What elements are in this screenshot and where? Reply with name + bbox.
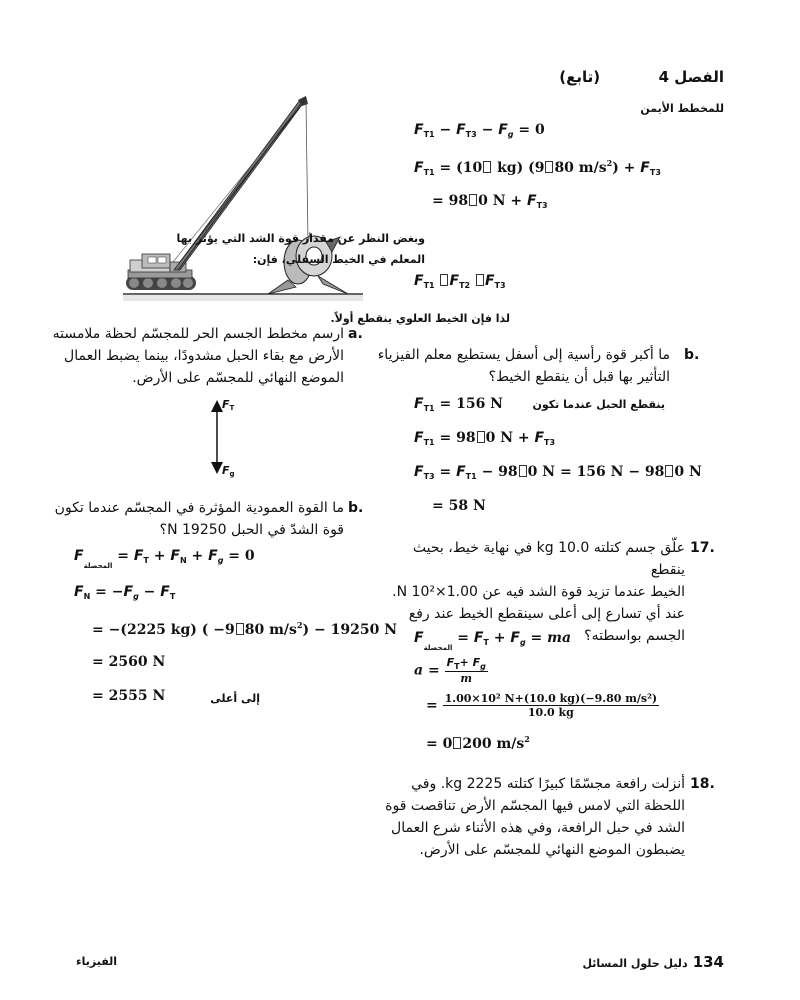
problem-18-number: 18. xyxy=(690,776,715,792)
left-a-line: ارسم مخطط الجسم الحر للمجسّم لحظة ملامسته xyxy=(52,326,344,342)
left-b-line: قوة الشدّ في الحبل 19250 N؟ xyxy=(159,522,344,538)
problem-17-eq-3-numerator: 1.00×10² N+(10.0 kg)(−9.80 m/s²) xyxy=(444,692,658,705)
problem-18-line: أنزلت رافعة مجسّمًا كبيرًا كتلته 2225 kg. وفي xyxy=(411,776,685,792)
right-inequality: $F_{T1}$ $F_{T2}$ $F_{T3}$ xyxy=(414,273,506,290)
left-a-line: الأرض مع بقاء الحبل مشدودًا، بينما يضبط العمال xyxy=(64,348,344,364)
left-a-question xyxy=(44,323,344,389)
right-b-eq-3: $F_{T3} = F_{T1} - 98$ 0 N = 156 N − 98 0 N xyxy=(414,464,702,481)
crane-illustration xyxy=(118,92,368,307)
problem-17-eq-2: a = $\frac{F_T+ F_g}{m}$ xyxy=(414,656,486,685)
right-eq-1: $F_{T1} - F_{T3} - F_g = 0$ xyxy=(414,122,545,139)
footer-right xyxy=(582,952,724,971)
problem-18-line: اللحظة التي لامس فيها المجسّم الأرض تناقصت قوة xyxy=(385,798,685,814)
right-eq-3: = 98 0 $N + F_{T3}$ xyxy=(432,193,548,210)
right-eq-2: $F_{T1} = (10$ kg) (9 80 $m/s^2) + F_{T3}$ xyxy=(414,158,661,177)
footer-guide-title: دليل حلول المسائل xyxy=(582,957,688,970)
right-b-eq-4: = 58 N xyxy=(432,498,486,514)
left-eq-4: = 2560 N xyxy=(92,654,166,670)
right-b-eq-2: $F_{T1} = 98$ 0 $N + F_{T3}$ xyxy=(414,430,556,447)
left-eq-1: $F_{المحصلة} = F_T + F_N + F_g = 0$ xyxy=(74,548,255,570)
right-b-question xyxy=(370,344,670,388)
continued-label: (تابع) xyxy=(559,68,601,86)
problem-17-line: الخيط عندما تزيد قوة الشد فيه عن 1.00×10² N. xyxy=(392,584,685,600)
right-b-letter: b. xyxy=(684,347,700,363)
left-a-letter: a. xyxy=(348,326,363,342)
right-note-line-1: وبغض النظر عن مقدار قوة الشد التي يؤثر بها xyxy=(176,232,425,245)
problem-17-line: علّق جسم كتلته 10.0 kg في نهاية خيط، بحيث ينقطع xyxy=(412,540,685,578)
right-b-question-line-1: ما أكبر قوة رأسية إلى أسفل يستطيع معلم الفيزياء xyxy=(377,347,670,363)
chapter-label: الفصل 4 xyxy=(658,68,724,86)
right-b-question-line-2: التأثير بها قبل أن ينقطع الخيط؟ xyxy=(488,369,670,385)
left-b-letter: b. xyxy=(348,500,364,516)
left-upward-label: إلى أعلى xyxy=(210,692,260,705)
left-a-line: الموضع النهائي للمجسّم على الأرض. xyxy=(132,370,344,386)
problem-18-line: يضبطون الموضع النهائي للمجسّم على الأرض. xyxy=(419,842,685,858)
problem-17-eq-4: = 0 200 $m/s^2$ xyxy=(426,734,530,752)
problem-18-text xyxy=(385,773,685,861)
problem-17-line: عند أي تسارع إلى أعلى سينقطع الخيط عند رفع xyxy=(408,606,685,622)
right-diagram-label: للمخطط الأيمن xyxy=(640,102,724,115)
left-eq-5: = 2555 N xyxy=(92,688,166,704)
left-b-line: ما القوة العمودية المؤثرة في المجسّم عندما تكون xyxy=(54,500,344,516)
right-b-eq-1: $F_{T1} = 156$ N xyxy=(414,396,503,413)
footer-subject: الفيزياء xyxy=(76,955,118,968)
left-eq-2: $F_N = -F_g - F_T$ xyxy=(74,584,176,601)
problem-17-eq-1: $F_{المحصلة} = F_T + F_g$ = ma xyxy=(414,630,572,652)
right-conclusion: لذا فإن الخيط العلوي ينقطع أولاً. xyxy=(330,312,510,325)
problem-17-line: الجسم بواسطته؟ xyxy=(584,628,685,644)
problem-17-number: 17. xyxy=(690,540,715,556)
right-note xyxy=(95,228,425,270)
right-b-note: ينقطع الحبل عندما تكون xyxy=(532,398,665,411)
fbd-label-gravity: Fg xyxy=(222,464,235,478)
left-b-question xyxy=(44,497,344,541)
fbd-label-tension: FT xyxy=(222,398,235,412)
problem-17-eq-3: = $\frac{\text{1.00×10² N+(10.0 kg)(−9.80 m/s²)}}{10.0 kg}$ xyxy=(426,692,658,719)
left-eq-3: = −(2225 kg) ( −9 80 $m/s^2) - 19250$ N xyxy=(92,620,397,638)
problem-17-eq-3-denominator: 10.0 kg xyxy=(527,706,574,719)
page-number: 134 xyxy=(692,953,724,971)
crane-cable xyxy=(306,102,308,242)
right-note-line-2: المعلم في الخيط السفلي، فإن: xyxy=(252,253,425,266)
chapter-title xyxy=(559,68,724,86)
problem-18-line: الشد في حبل الرافعة، وفي هذه الأثناء شرع العمال xyxy=(391,820,685,836)
